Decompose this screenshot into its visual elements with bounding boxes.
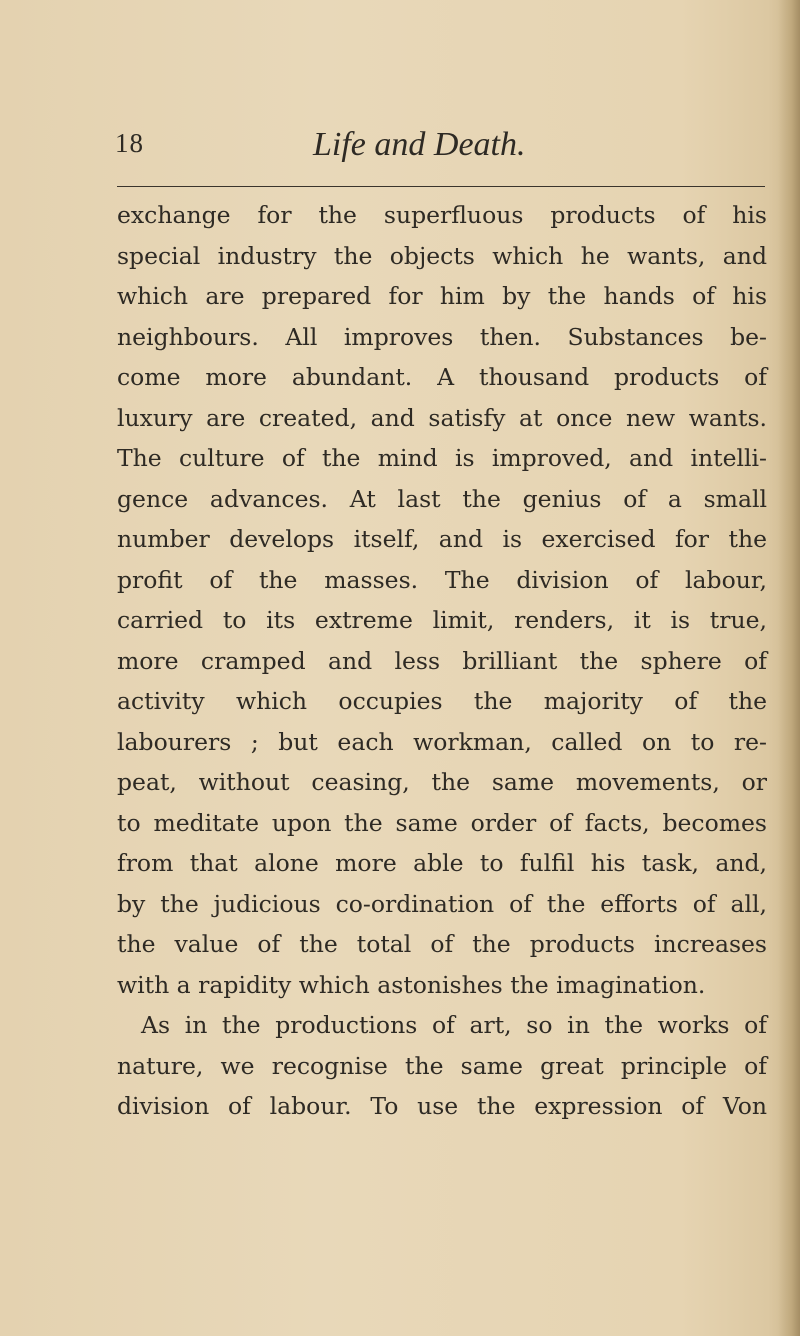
text-line: The culture of the mind is improved, and intelli- <box>117 444 767 472</box>
text-line: activity which occupies the majority of the <box>117 687 767 715</box>
body-text <box>117 195 767 1127</box>
text-line: labourers ; but each workman, called on to re- <box>117 727 767 756</box>
header-rule <box>117 186 765 187</box>
text-line: gence advances. At last the genius of a small <box>117 484 767 513</box>
page-header <box>115 128 765 168</box>
text-line: special industry the objects which he wants, and <box>117 241 767 270</box>
text-line: number develops itself, and is exercised for the <box>117 525 767 553</box>
text-line: exchange for the superfluous products of his <box>117 201 767 229</box>
text-line: come more abundant. A thousand products of <box>117 363 767 391</box>
text-line: luxury are created, and satisfy at once new wants. <box>117 403 767 432</box>
text-line: As in the productions of art, so in the works of <box>141 1011 767 1039</box>
running-title: Life and Death. <box>313 126 526 163</box>
page-edge-shadow <box>778 0 800 1336</box>
text-line: with a rapidity which astonishes the imagination. <box>117 970 706 999</box>
text-line: peat, without ceasing, the same movements, or <box>117 768 767 796</box>
text-line: more cramped and less brilliant the sphere of <box>117 646 767 675</box>
text-line: carried to its extreme limit, renders, it is true, <box>117 606 767 634</box>
text-line: division of labour. To use the expression of Von <box>117 1092 767 1120</box>
text-line: neighbours. All improves then. Substances be- <box>117 322 767 351</box>
text-line: which are prepared for him by the hands of his <box>117 282 767 310</box>
text-line: by the judicious co-ordination of the efforts of all, <box>117 889 767 918</box>
text-line: the value of the total of the products increases <box>117 930 767 958</box>
text-line: from that alone more able to fulfil his task, and, <box>117 849 767 877</box>
text-line: nature, we recognise the same great principle of <box>117 1051 767 1080</box>
text-line: to meditate upon the same order of facts, becomes <box>117 808 767 837</box>
text-line: profit of the masses. The division of labour, <box>117 565 767 594</box>
page-number: 18 <box>115 128 144 158</box>
